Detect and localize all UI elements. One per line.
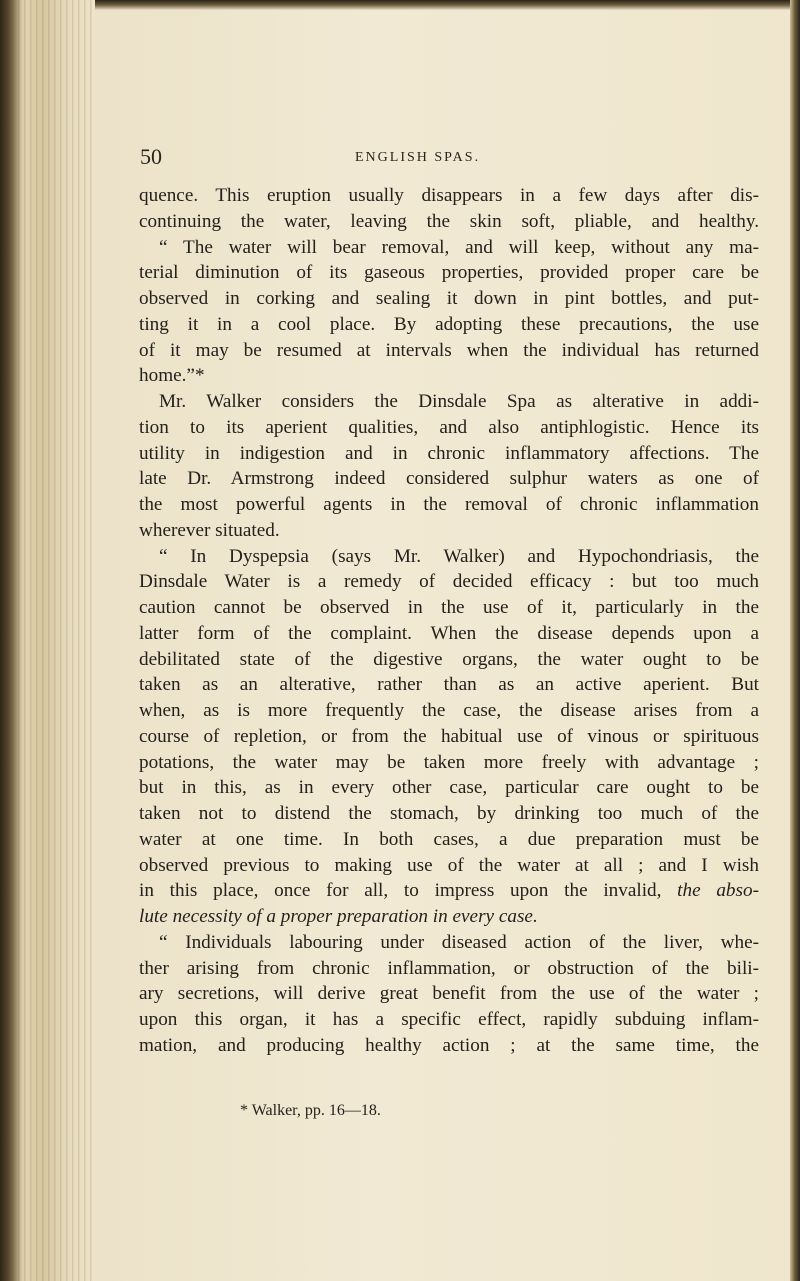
body-text: [139, 183, 759, 1059]
text-line: utility in indigestion and in chronic inflammatory affections. The: [139, 442, 759, 464]
text-line: Mr. Walker considers the Dinsdale Spa as alterative in addi-: [159, 391, 759, 412]
text-segment: in this place, once for all, to impress upon the invalid,: [139, 880, 678, 902]
text-line: when, as is more frequently the case, the disease arises from a: [139, 700, 759, 721]
text-line: ther arising from chronic inflammation, or obstruction of the bili-: [139, 957, 759, 979]
text-line: the most powerful agents in the removal of chronic inflammation: [139, 494, 759, 515]
text-line: wherever situated.: [139, 519, 280, 541]
text-line: home.”*: [139, 365, 205, 387]
text-line: continuing the water, leaving the skin soft, pliable, and healthy.: [139, 210, 759, 232]
text-line: potations, the water may be taken more freely with advantage ;: [139, 751, 759, 773]
text-line: water at one time. In both cases, a due preparation must be: [139, 828, 759, 850]
running-head: ENGLISH SPAS.: [355, 150, 481, 165]
text-line: “ Individuals labouring under diseased action of the liver, whe-: [159, 931, 759, 953]
page-header: [140, 144, 760, 170]
text-line: tion to its aperient qualities, and also antiphlogistic. Hence its: [139, 416, 759, 438]
scan-top-edge: [0, 0, 800, 10]
text-line: Dinsdale Water is a remedy of decided efficacy : but too much: [139, 571, 759, 593]
italic-text-line: lute necessity of a proper preparation in every case.: [139, 906, 538, 927]
text-line: taken not to distend the stomach, by drinking too much of the: [139, 803, 759, 824]
scan-right-edge: [790, 0, 800, 1281]
text-line: debilitated state of the digestive organs, the water ought to be: [139, 648, 759, 670]
text-line: terial diminution of its gaseous properties, provided proper care be: [139, 262, 759, 284]
italic-text-segment: the abso-: [677, 880, 759, 902]
text-line: late Dr. Armstrong indeed considered sulphur waters as one of: [139, 468, 759, 490]
text-line: upon this organ, it has a specific effect, rapidly subduing inflam-: [139, 1009, 759, 1030]
text-line: “ The water will bear removal, and will keep, without any ma-: [159, 236, 759, 258]
text-line: latter form of the complaint. When the disease depends upon a: [139, 622, 759, 644]
text-line: ting it in a cool place. By adopting these precautions, the use: [139, 313, 759, 335]
page-number: 50: [140, 144, 162, 169]
text-line: observed previous to making use of the water at all ; and I wish: [139, 854, 759, 876]
text-line: but in this, as in every other case, particular care ought to be: [139, 777, 759, 799]
book-gutter: [0, 0, 95, 1281]
text-line: quence. This eruption usually disappears in a few days after dis-: [139, 185, 759, 206]
text-line: of it may be resumed at intervals when the individual has returned: [139, 339, 759, 361]
text-line: observed in corking and sealing it down in pint bottles, and put-: [139, 288, 759, 309]
text-line: [139, 878, 759, 904]
text-line: caution cannot be observed in the use of it, particularly in the: [139, 597, 759, 618]
footnote: * Walker, pp. 16—18.: [240, 1102, 381, 1119]
text-line: ary secretions, will derive great benefit from the use of the water ;: [139, 983, 759, 1005]
text-line: course of repletion, or from the habitual use of vinous or spirituous: [139, 725, 759, 747]
text-line: “ In Dyspepsia (says Mr. Walker) and Hypochondriasis, the: [159, 545, 759, 567]
text-line: mation, and producing healthy action ; at the same time, the: [139, 1034, 759, 1056]
text-line: taken as an alterative, rather than as an active aperient. But: [139, 674, 759, 696]
